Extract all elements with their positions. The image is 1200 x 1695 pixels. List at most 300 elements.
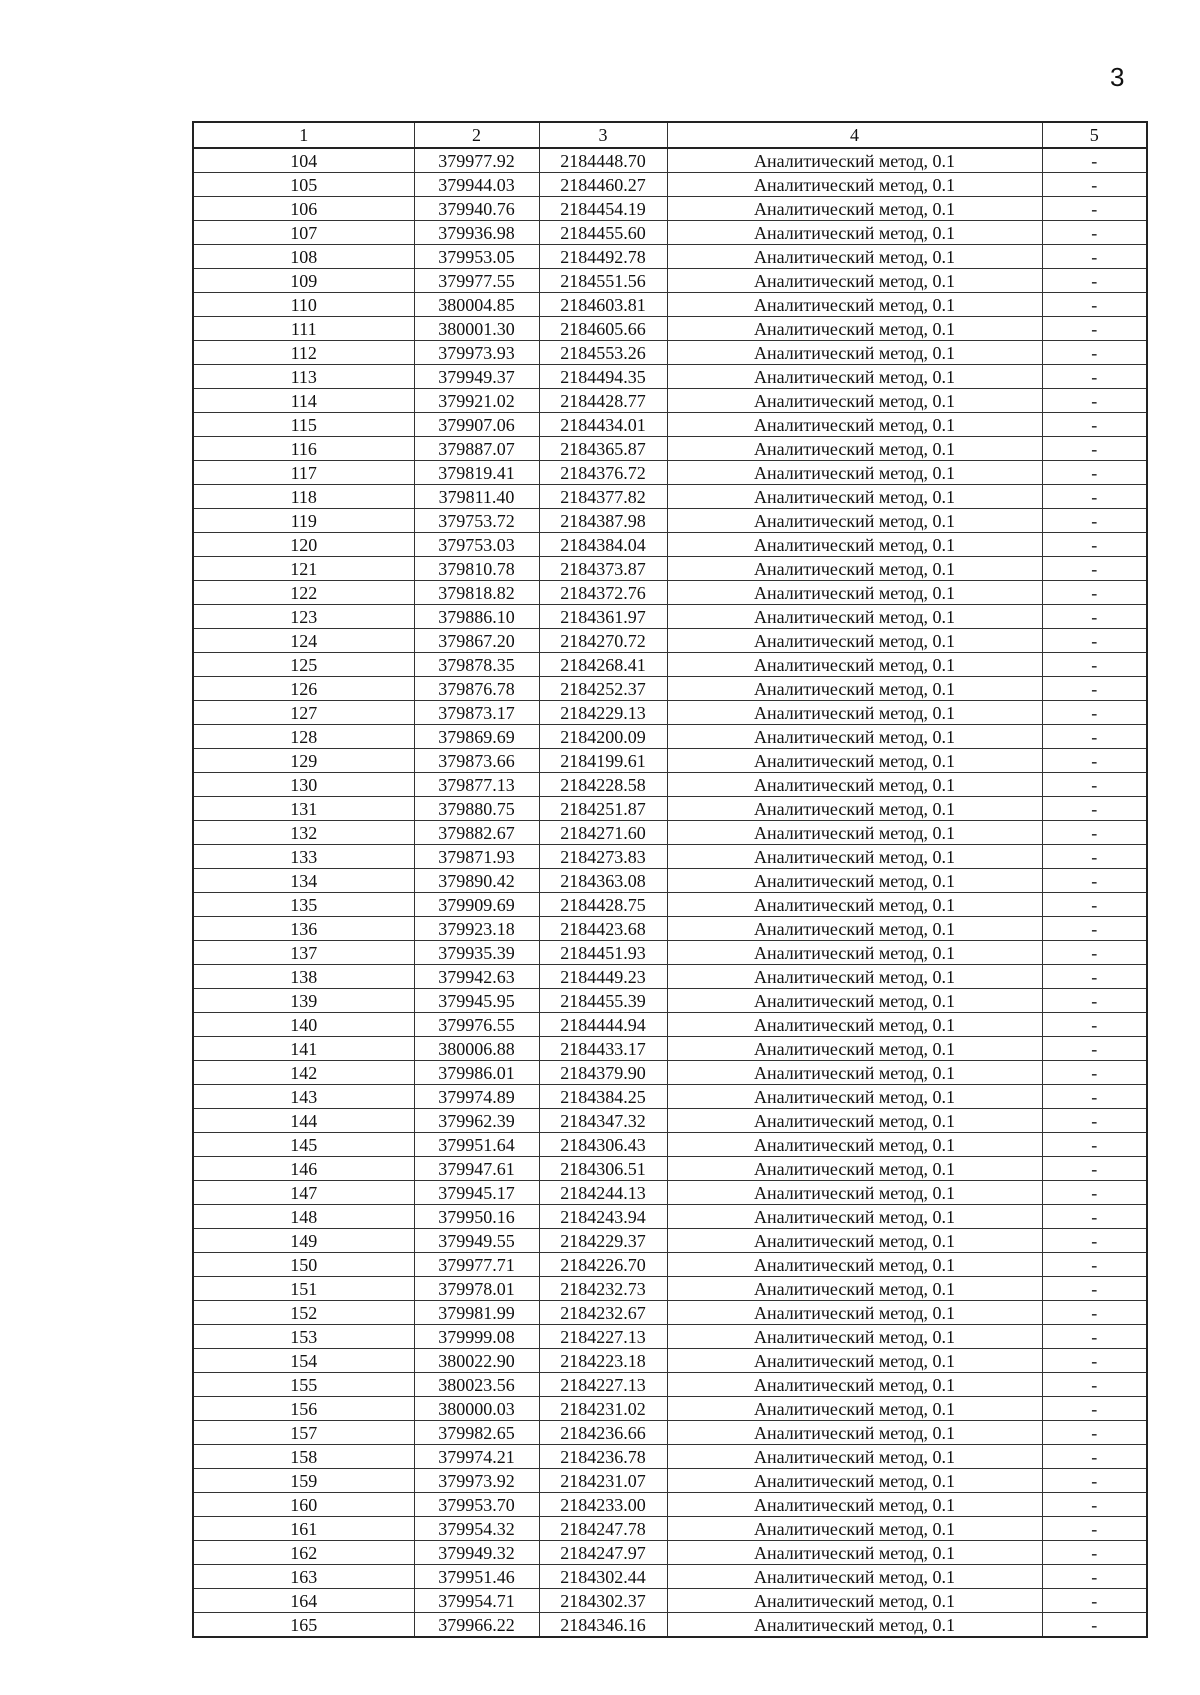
point-number-cell: 108	[193, 245, 414, 269]
y-coordinate-cell: 2184379.90	[539, 1061, 667, 1085]
point-number-cell: 145	[193, 1133, 414, 1157]
x-coordinate-cell: 380004.85	[414, 293, 539, 317]
y-coordinate-cell: 2184494.35	[539, 365, 667, 389]
table-row	[193, 845, 1147, 869]
method-cell: Аналитический метод, 0.1	[667, 845, 1042, 869]
point-number-cell: 151	[193, 1277, 414, 1301]
y-coordinate-cell: 2184449.23	[539, 965, 667, 989]
point-number-cell: 156	[193, 1397, 414, 1421]
method-cell: Аналитический метод, 0.1	[667, 389, 1042, 413]
table-row	[193, 725, 1147, 749]
y-coordinate-cell: 2184231.02	[539, 1397, 667, 1421]
y-coordinate-cell: 2184460.27	[539, 173, 667, 197]
table-row	[193, 197, 1147, 221]
x-coordinate-cell: 379921.02	[414, 389, 539, 413]
method-cell: Аналитический метод, 0.1	[667, 1589, 1042, 1613]
note-cell: -	[1042, 917, 1147, 941]
method-cell: Аналитический метод, 0.1	[667, 413, 1042, 437]
point-number-cell: 148	[193, 1205, 414, 1229]
note-cell: -	[1042, 485, 1147, 509]
y-coordinate-cell: 2184434.01	[539, 413, 667, 437]
point-number-cell: 126	[193, 677, 414, 701]
y-coordinate-cell: 2184268.41	[539, 653, 667, 677]
method-cell: Аналитический метод, 0.1	[667, 509, 1042, 533]
method-cell: Аналитический метод, 0.1	[667, 1469, 1042, 1493]
table-row	[193, 245, 1147, 269]
point-number-cell: 112	[193, 341, 414, 365]
x-coordinate-cell: 380001.30	[414, 317, 539, 341]
table-row	[193, 1613, 1147, 1638]
x-coordinate-cell: 380000.03	[414, 1397, 539, 1421]
x-coordinate-cell: 379810.78	[414, 557, 539, 581]
y-coordinate-cell: 2184455.60	[539, 221, 667, 245]
note-cell: -	[1042, 749, 1147, 773]
note-cell: -	[1042, 965, 1147, 989]
method-cell: Аналитический метод, 0.1	[667, 1157, 1042, 1181]
method-cell: Аналитический метод, 0.1	[667, 869, 1042, 893]
table-row	[193, 797, 1147, 821]
point-number-cell: 161	[193, 1517, 414, 1541]
x-coordinate-cell: 380006.88	[414, 1037, 539, 1061]
x-coordinate-cell: 379986.01	[414, 1061, 539, 1085]
table-row	[193, 389, 1147, 413]
x-coordinate-cell: 379976.55	[414, 1013, 539, 1037]
x-coordinate-cell: 379974.89	[414, 1085, 539, 1109]
point-number-cell: 111	[193, 317, 414, 341]
table-row	[193, 1589, 1147, 1613]
x-coordinate-cell: 379974.21	[414, 1445, 539, 1469]
table-row	[193, 1109, 1147, 1133]
note-cell: -	[1042, 1349, 1147, 1373]
table-row	[193, 485, 1147, 509]
x-coordinate-cell: 379944.03	[414, 173, 539, 197]
method-cell: Аналитический метод, 0.1	[667, 148, 1042, 173]
table-row	[193, 269, 1147, 293]
y-coordinate-cell: 2184376.72	[539, 461, 667, 485]
point-number-cell: 117	[193, 461, 414, 485]
y-coordinate-cell: 2184243.94	[539, 1205, 667, 1229]
point-number-cell: 107	[193, 221, 414, 245]
table-row	[193, 148, 1147, 173]
x-coordinate-cell: 379949.55	[414, 1229, 539, 1253]
point-number-cell: 132	[193, 821, 414, 845]
coordinates-table	[192, 121, 1148, 1638]
table-row	[193, 557, 1147, 581]
note-cell: -	[1042, 293, 1147, 317]
note-cell: -	[1042, 1589, 1147, 1613]
point-number-cell: 138	[193, 965, 414, 989]
note-cell: -	[1042, 581, 1147, 605]
note-cell: -	[1042, 1109, 1147, 1133]
y-coordinate-cell: 2184428.75	[539, 893, 667, 917]
point-number-cell: 153	[193, 1325, 414, 1349]
table-row	[193, 1253, 1147, 1277]
x-coordinate-cell: 379886.10	[414, 605, 539, 629]
point-number-cell: 137	[193, 941, 414, 965]
header-cell: 2	[414, 122, 539, 148]
point-number-cell: 110	[193, 293, 414, 317]
y-coordinate-cell: 2184302.44	[539, 1565, 667, 1589]
point-number-cell: 155	[193, 1373, 414, 1397]
point-number-cell: 140	[193, 1013, 414, 1037]
x-coordinate-cell: 379909.69	[414, 893, 539, 917]
table-row	[193, 1493, 1147, 1517]
method-cell: Аналитический метод, 0.1	[667, 173, 1042, 197]
table-row	[193, 221, 1147, 245]
note-cell: -	[1042, 389, 1147, 413]
note-cell: -	[1042, 605, 1147, 629]
note-cell: -	[1042, 1229, 1147, 1253]
point-number-cell: 121	[193, 557, 414, 581]
point-number-cell: 128	[193, 725, 414, 749]
table-row	[193, 869, 1147, 893]
y-coordinate-cell: 2184603.81	[539, 293, 667, 317]
y-coordinate-cell: 2184387.98	[539, 509, 667, 533]
header-cell: 3	[539, 122, 667, 148]
note-cell: -	[1042, 941, 1147, 965]
note-cell: -	[1042, 1061, 1147, 1085]
table-row	[193, 1349, 1147, 1373]
y-coordinate-cell: 2184231.07	[539, 1469, 667, 1493]
point-number-cell: 115	[193, 413, 414, 437]
method-cell: Аналитический метод, 0.1	[667, 677, 1042, 701]
method-cell: Аналитический метод, 0.1	[667, 197, 1042, 221]
point-number-cell: 154	[193, 1349, 414, 1373]
note-cell: -	[1042, 701, 1147, 725]
y-coordinate-cell: 2184444.94	[539, 1013, 667, 1037]
x-coordinate-cell: 379890.42	[414, 869, 539, 893]
table-row	[193, 629, 1147, 653]
header-cell: 1	[193, 122, 414, 148]
note-cell: -	[1042, 653, 1147, 677]
point-number-cell: 146	[193, 1157, 414, 1181]
y-coordinate-cell: 2184428.77	[539, 389, 667, 413]
method-cell: Аналитический метод, 0.1	[667, 365, 1042, 389]
note-cell: -	[1042, 1565, 1147, 1589]
table-row	[193, 677, 1147, 701]
note-cell: -	[1042, 1013, 1147, 1037]
note-cell: -	[1042, 869, 1147, 893]
x-coordinate-cell: 380022.90	[414, 1349, 539, 1373]
method-cell: Аналитический метод, 0.1	[667, 1325, 1042, 1349]
note-cell: -	[1042, 1373, 1147, 1397]
x-coordinate-cell: 379887.07	[414, 437, 539, 461]
point-number-cell: 123	[193, 605, 414, 629]
note-cell: -	[1042, 725, 1147, 749]
y-coordinate-cell: 2184227.13	[539, 1325, 667, 1349]
note-cell: -	[1042, 893, 1147, 917]
method-cell: Аналитический метод, 0.1	[667, 485, 1042, 509]
table-row	[193, 437, 1147, 461]
x-coordinate-cell: 379954.71	[414, 1589, 539, 1613]
table-row	[193, 773, 1147, 797]
method-cell: Аналитический метод, 0.1	[667, 1181, 1042, 1205]
table-row	[193, 173, 1147, 197]
method-cell: Аналитический метод, 0.1	[667, 1085, 1042, 1109]
table-row	[193, 965, 1147, 989]
point-number-cell: 119	[193, 509, 414, 533]
x-coordinate-cell: 379973.93	[414, 341, 539, 365]
x-coordinate-cell: 379873.66	[414, 749, 539, 773]
table-row	[193, 509, 1147, 533]
table-row	[193, 1541, 1147, 1565]
method-cell: Аналитический метод, 0.1	[667, 581, 1042, 605]
method-cell: Аналитический метод, 0.1	[667, 917, 1042, 941]
point-number-cell: 139	[193, 989, 414, 1013]
method-cell: Аналитический метод, 0.1	[667, 893, 1042, 917]
method-cell: Аналитический метод, 0.1	[667, 941, 1042, 965]
table-row	[193, 1517, 1147, 1541]
point-number-cell: 133	[193, 845, 414, 869]
point-number-cell: 109	[193, 269, 414, 293]
table-row	[193, 1157, 1147, 1181]
x-coordinate-cell: 379953.05	[414, 245, 539, 269]
point-number-cell: 106	[193, 197, 414, 221]
x-coordinate-cell: 379951.64	[414, 1133, 539, 1157]
point-number-cell: 163	[193, 1565, 414, 1589]
method-cell: Аналитический метод, 0.1	[667, 1061, 1042, 1085]
y-coordinate-cell: 2184454.19	[539, 197, 667, 221]
y-coordinate-cell: 2184372.76	[539, 581, 667, 605]
note-cell: -	[1042, 1181, 1147, 1205]
point-number-cell: 127	[193, 701, 414, 725]
table-row	[193, 1037, 1147, 1061]
x-coordinate-cell: 379950.16	[414, 1205, 539, 1229]
note-cell: -	[1042, 148, 1147, 173]
point-number-cell: 147	[193, 1181, 414, 1205]
table-row	[193, 1469, 1147, 1493]
point-number-cell: 136	[193, 917, 414, 941]
method-cell: Аналитический метод, 0.1	[667, 821, 1042, 845]
method-cell: Аналитический метод, 0.1	[667, 797, 1042, 821]
method-cell: Аналитический метод, 0.1	[667, 965, 1042, 989]
x-coordinate-cell: 379871.93	[414, 845, 539, 869]
table-row	[193, 1421, 1147, 1445]
y-coordinate-cell: 2184347.32	[539, 1109, 667, 1133]
y-coordinate-cell: 2184361.97	[539, 605, 667, 629]
y-coordinate-cell: 2184492.78	[539, 245, 667, 269]
y-coordinate-cell: 2184448.70	[539, 148, 667, 173]
point-number-cell: 134	[193, 869, 414, 893]
y-coordinate-cell: 2184200.09	[539, 725, 667, 749]
point-number-cell: 158	[193, 1445, 414, 1469]
y-coordinate-cell: 2184346.16	[539, 1613, 667, 1638]
method-cell: Аналитический метод, 0.1	[667, 701, 1042, 725]
method-cell: Аналитический метод, 0.1	[667, 1613, 1042, 1638]
y-coordinate-cell: 2184223.18	[539, 1349, 667, 1373]
table-row	[193, 533, 1147, 557]
y-coordinate-cell: 2184306.43	[539, 1133, 667, 1157]
x-coordinate-cell: 379869.69	[414, 725, 539, 749]
point-number-cell: 131	[193, 797, 414, 821]
table-row	[193, 1325, 1147, 1349]
y-coordinate-cell: 2184226.70	[539, 1253, 667, 1277]
table-row	[193, 413, 1147, 437]
method-cell: Аналитический метод, 0.1	[667, 533, 1042, 557]
y-coordinate-cell: 2184553.26	[539, 341, 667, 365]
x-coordinate-cell: 379947.61	[414, 1157, 539, 1181]
note-cell: -	[1042, 989, 1147, 1013]
method-cell: Аналитический метод, 0.1	[667, 725, 1042, 749]
point-number-cell: 130	[193, 773, 414, 797]
table-row	[193, 1445, 1147, 1469]
y-coordinate-cell: 2184451.93	[539, 941, 667, 965]
table-row	[193, 1013, 1147, 1037]
point-number-cell: 143	[193, 1085, 414, 1109]
x-coordinate-cell: 379819.41	[414, 461, 539, 485]
table-row	[193, 341, 1147, 365]
x-coordinate-cell: 379962.39	[414, 1109, 539, 1133]
x-coordinate-cell: 379753.72	[414, 509, 539, 533]
point-number-cell: 118	[193, 485, 414, 509]
note-cell: -	[1042, 1397, 1147, 1421]
point-number-cell: 160	[193, 1493, 414, 1517]
table-row	[193, 701, 1147, 725]
y-coordinate-cell: 2184199.61	[539, 749, 667, 773]
y-coordinate-cell: 2184233.00	[539, 1493, 667, 1517]
note-cell: -	[1042, 365, 1147, 389]
x-coordinate-cell: 379999.08	[414, 1325, 539, 1349]
point-number-cell: 124	[193, 629, 414, 653]
x-coordinate-cell: 379945.17	[414, 1181, 539, 1205]
y-coordinate-cell: 2184363.08	[539, 869, 667, 893]
x-coordinate-cell: 379954.32	[414, 1517, 539, 1541]
point-number-cell: 129	[193, 749, 414, 773]
note-cell: -	[1042, 221, 1147, 245]
method-cell: Аналитический метод, 0.1	[667, 1373, 1042, 1397]
note-cell: -	[1042, 1493, 1147, 1517]
method-cell: Аналитический метод, 0.1	[667, 629, 1042, 653]
table-row	[193, 365, 1147, 389]
x-coordinate-cell: 380023.56	[414, 1373, 539, 1397]
x-coordinate-cell: 379949.32	[414, 1541, 539, 1565]
x-coordinate-cell: 379818.82	[414, 581, 539, 605]
y-coordinate-cell: 2184236.66	[539, 1421, 667, 1445]
table-row	[193, 581, 1147, 605]
method-cell: Аналитический метод, 0.1	[667, 989, 1042, 1013]
point-number-cell: 141	[193, 1037, 414, 1061]
table-row	[193, 1277, 1147, 1301]
method-cell: Аналитический метод, 0.1	[667, 605, 1042, 629]
note-cell: -	[1042, 1253, 1147, 1277]
table-header-row	[193, 122, 1147, 148]
x-coordinate-cell: 379753.03	[414, 533, 539, 557]
note-cell: -	[1042, 1325, 1147, 1349]
table-row	[193, 1205, 1147, 1229]
method-cell: Аналитический метод, 0.1	[667, 1205, 1042, 1229]
method-cell: Аналитический метод, 0.1	[667, 221, 1042, 245]
y-coordinate-cell: 2184227.13	[539, 1373, 667, 1397]
x-coordinate-cell: 379973.92	[414, 1469, 539, 1493]
note-cell: -	[1042, 509, 1147, 533]
header-cell: 5	[1042, 122, 1147, 148]
point-number-cell: 144	[193, 1109, 414, 1133]
note-cell: -	[1042, 845, 1147, 869]
point-number-cell: 152	[193, 1301, 414, 1325]
note-cell: -	[1042, 533, 1147, 557]
y-coordinate-cell: 2184365.87	[539, 437, 667, 461]
method-cell: Аналитический метод, 0.1	[667, 341, 1042, 365]
x-coordinate-cell: 379977.55	[414, 269, 539, 293]
y-coordinate-cell: 2184271.60	[539, 821, 667, 845]
note-cell: -	[1042, 1421, 1147, 1445]
method-cell: Аналитический метод, 0.1	[667, 1037, 1042, 1061]
x-coordinate-cell: 379945.95	[414, 989, 539, 1013]
table-row	[193, 941, 1147, 965]
y-coordinate-cell: 2184247.97	[539, 1541, 667, 1565]
note-cell: -	[1042, 245, 1147, 269]
y-coordinate-cell: 2184232.67	[539, 1301, 667, 1325]
table-row	[193, 893, 1147, 917]
y-coordinate-cell: 2184251.87	[539, 797, 667, 821]
method-cell: Аналитический метод, 0.1	[667, 1013, 1042, 1037]
table-body	[193, 148, 1147, 1637]
point-number-cell: 157	[193, 1421, 414, 1445]
note-cell: -	[1042, 461, 1147, 485]
y-coordinate-cell: 2184270.72	[539, 629, 667, 653]
method-cell: Аналитический метод, 0.1	[667, 557, 1042, 581]
point-number-cell: 150	[193, 1253, 414, 1277]
table-row	[193, 1565, 1147, 1589]
table-row	[193, 293, 1147, 317]
point-number-cell: 159	[193, 1469, 414, 1493]
note-cell: -	[1042, 1445, 1147, 1469]
y-coordinate-cell: 2184384.25	[539, 1085, 667, 1109]
note-cell: -	[1042, 1085, 1147, 1109]
table-row	[193, 1229, 1147, 1253]
table-row	[193, 1373, 1147, 1397]
y-coordinate-cell: 2184232.73	[539, 1277, 667, 1301]
x-coordinate-cell: 379867.20	[414, 629, 539, 653]
point-number-cell: 125	[193, 653, 414, 677]
table-row	[193, 917, 1147, 941]
x-coordinate-cell: 379878.35	[414, 653, 539, 677]
y-coordinate-cell: 2184229.37	[539, 1229, 667, 1253]
x-coordinate-cell: 379977.71	[414, 1253, 539, 1277]
table-row	[193, 1301, 1147, 1325]
note-cell: -	[1042, 1037, 1147, 1061]
method-cell: Аналитический метод, 0.1	[667, 461, 1042, 485]
note-cell: -	[1042, 821, 1147, 845]
note-cell: -	[1042, 797, 1147, 821]
method-cell: Аналитический метод, 0.1	[667, 1133, 1042, 1157]
x-coordinate-cell: 379876.78	[414, 677, 539, 701]
method-cell: Аналитический метод, 0.1	[667, 773, 1042, 797]
note-cell: -	[1042, 269, 1147, 293]
point-number-cell: 104	[193, 148, 414, 173]
y-coordinate-cell: 2184252.37	[539, 677, 667, 701]
point-number-cell: 113	[193, 365, 414, 389]
point-number-cell: 162	[193, 1541, 414, 1565]
y-coordinate-cell: 2184423.68	[539, 917, 667, 941]
point-number-cell: 135	[193, 893, 414, 917]
point-number-cell: 114	[193, 389, 414, 413]
note-cell: -	[1042, 1301, 1147, 1325]
x-coordinate-cell: 379949.37	[414, 365, 539, 389]
method-cell: Аналитический метод, 0.1	[667, 1397, 1042, 1421]
x-coordinate-cell: 379923.18	[414, 917, 539, 941]
method-cell: Аналитический метод, 0.1	[667, 269, 1042, 293]
y-coordinate-cell: 2184455.39	[539, 989, 667, 1013]
table-row	[193, 821, 1147, 845]
y-coordinate-cell: 2184306.51	[539, 1157, 667, 1181]
note-cell: -	[1042, 1133, 1147, 1157]
table-row	[193, 317, 1147, 341]
y-coordinate-cell: 2184236.78	[539, 1445, 667, 1469]
table-row	[193, 1085, 1147, 1109]
note-cell: -	[1042, 1469, 1147, 1493]
y-coordinate-cell: 2184273.83	[539, 845, 667, 869]
